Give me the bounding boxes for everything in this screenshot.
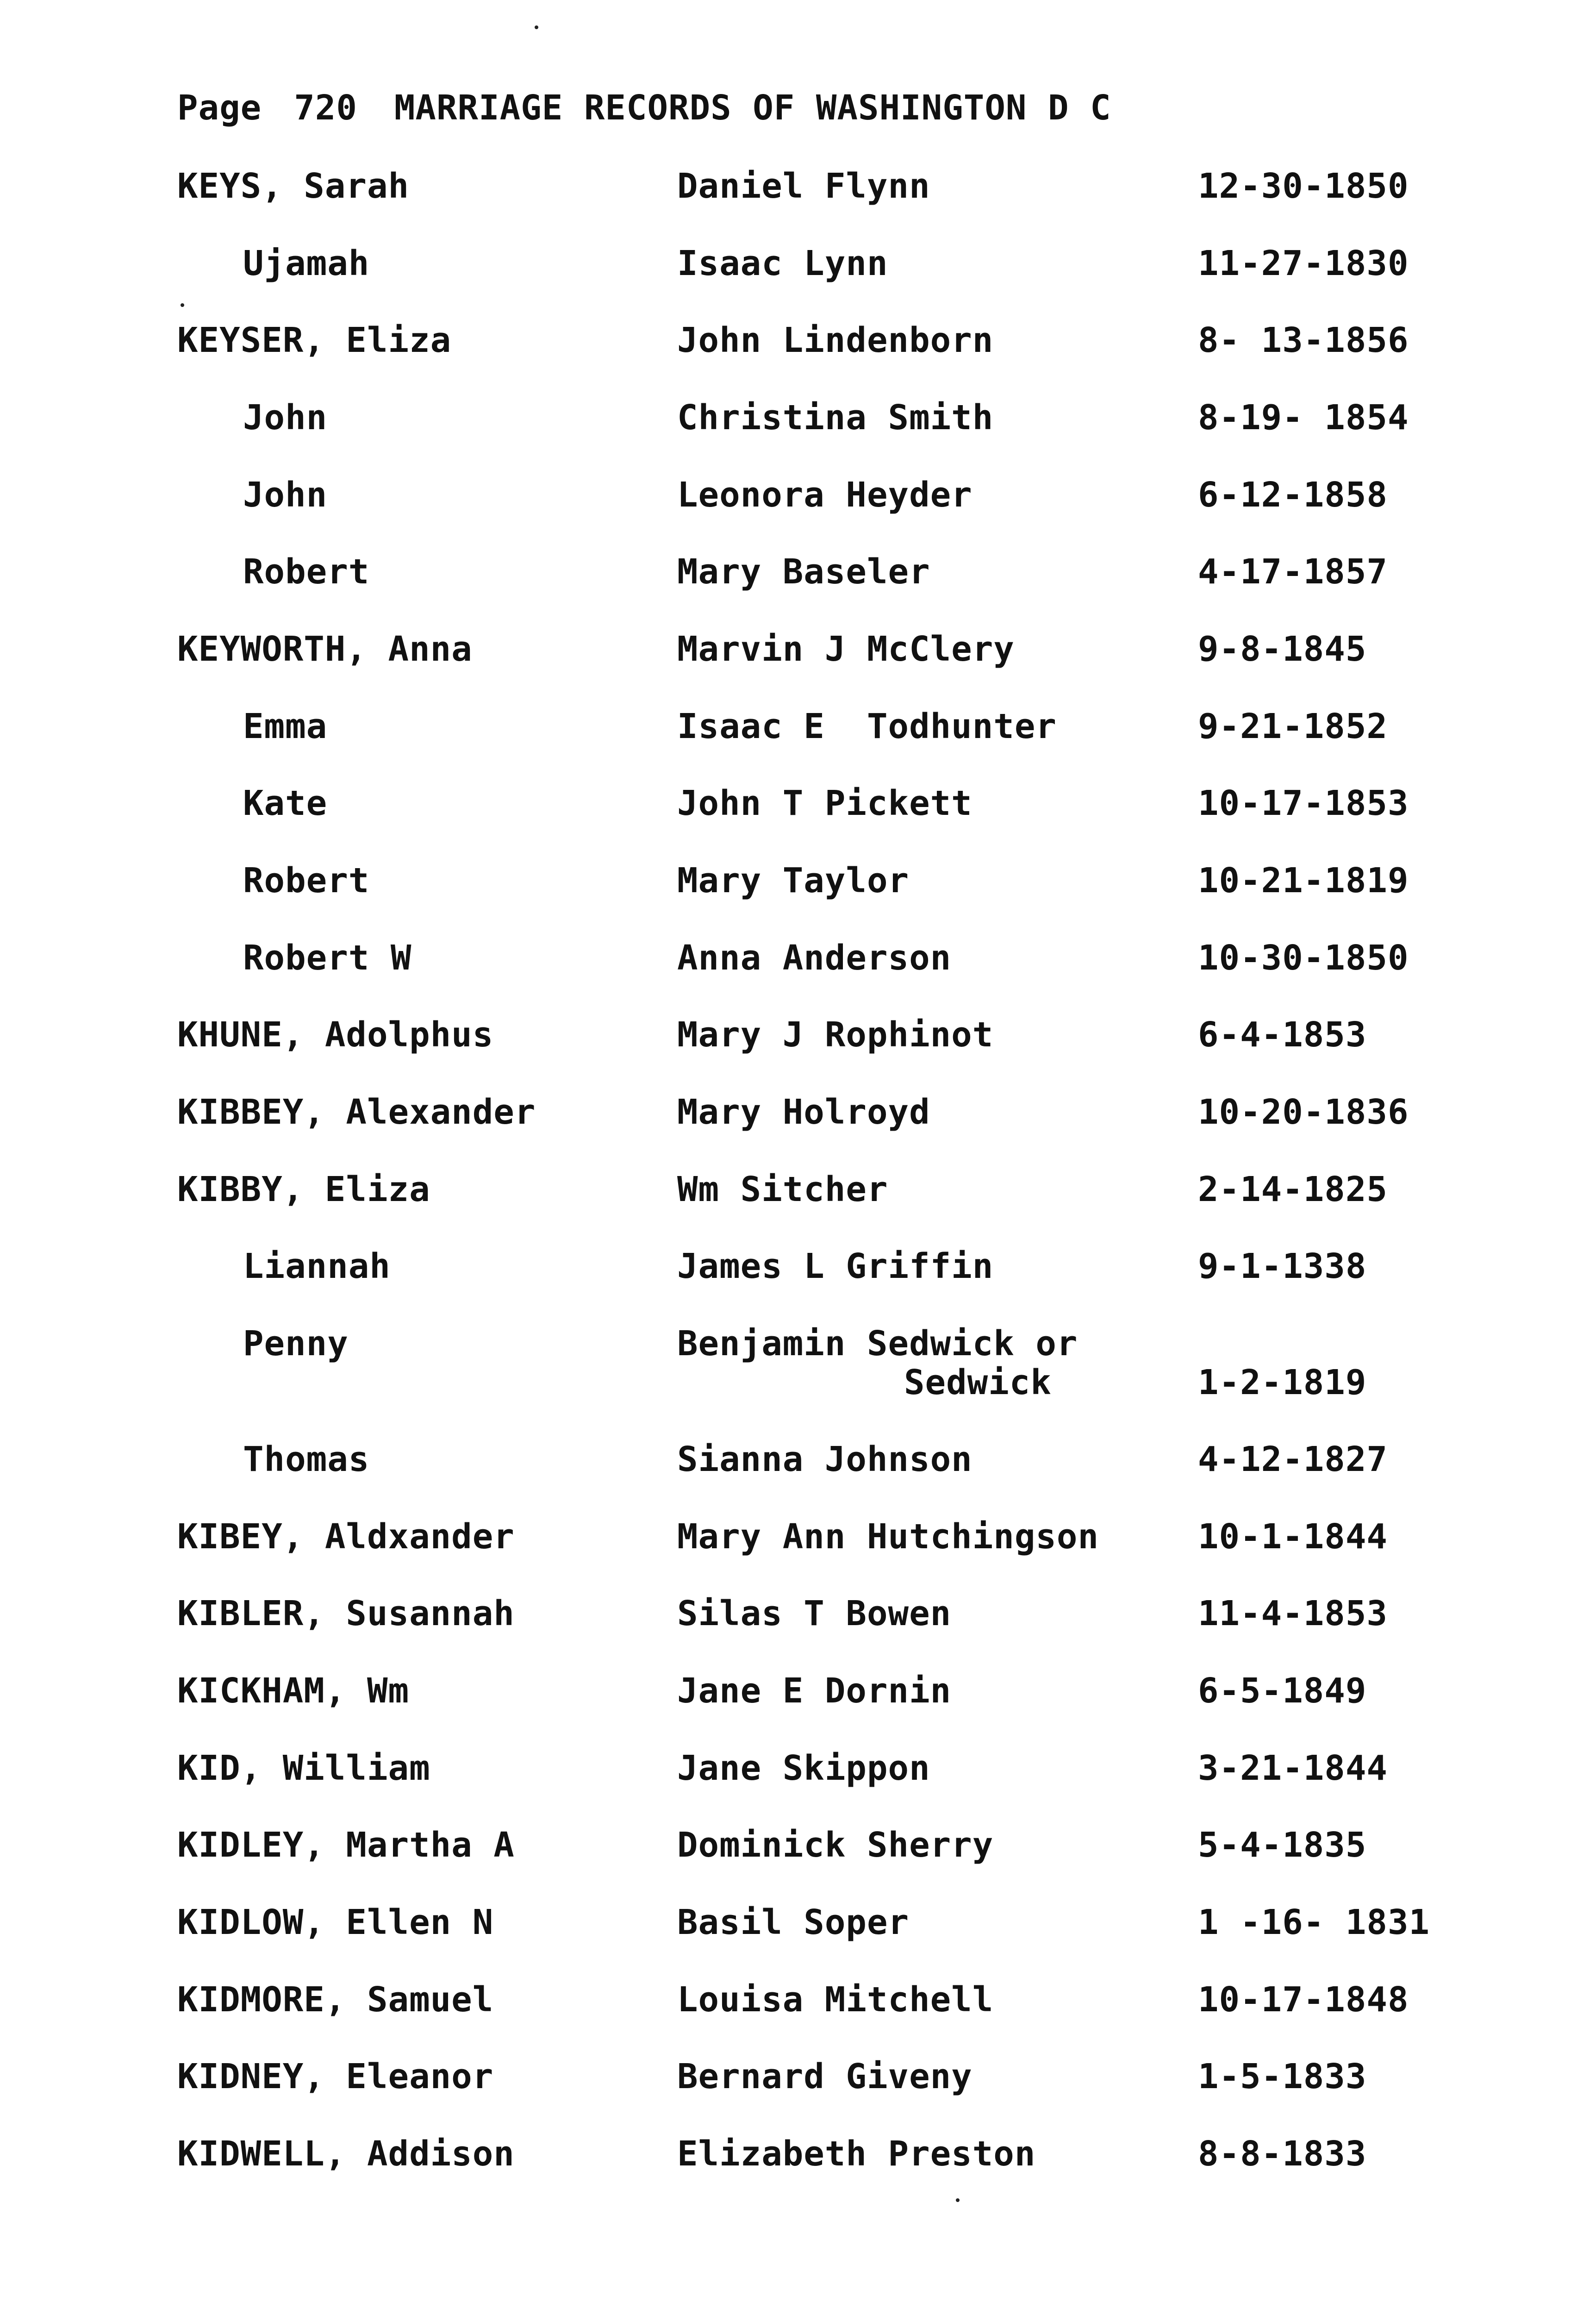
record-row: [0, 1093, 1596, 1158]
record-spouse: [677, 398, 993, 437]
record-row: [0, 861, 1596, 926]
record-spouse: [677, 2057, 973, 2096]
record-date: 8- 13-1856: [1198, 320, 1409, 360]
record-row: [0, 244, 1596, 309]
record-row: [0, 476, 1596, 540]
record-spouse-line: Sianna Johnson: [677, 1439, 973, 1479]
record-row: [0, 398, 1596, 463]
record-name: Robert W: [243, 938, 412, 978]
record-spouse-line: Bernard Giveny: [677, 2057, 973, 2096]
record-date: 3-21-1844: [1198, 1748, 1388, 1788]
record-spouse: [677, 167, 930, 206]
record-name: John: [243, 475, 328, 515]
record-date: 11-4-1853: [1198, 1594, 1388, 1633]
record-name: Emma: [243, 707, 328, 746]
record-spouse: [677, 1671, 951, 1710]
record-date: 6-4-1853: [1198, 1015, 1367, 1055]
record-name: KIDNEY, Eleanor: [177, 2057, 494, 2096]
record-spouse-line: Marvin J McClery: [677, 629, 1015, 669]
record-row: [0, 784, 1596, 849]
record-spouse: [677, 1247, 993, 1286]
record-spouse-line: Mary J Rophinot: [677, 1015, 994, 1055]
record-spouse-line: Mary Ann Hutchingson: [677, 1517, 1099, 1557]
record-spouse-line: Daniel Flynn: [677, 166, 930, 206]
record-row: [0, 707, 1596, 772]
record-date: 1 -16- 1831: [1198, 1902, 1430, 1942]
record-name: Thomas: [243, 1439, 370, 1479]
record-spouse-line: John T Pickett: [677, 783, 973, 823]
record-name: KEYWORTH, Anna: [177, 629, 473, 669]
record-spouse-line: Jane Skippon: [677, 1748, 930, 1788]
record-date: 6-12-1858: [1198, 475, 1388, 515]
record-spouse: [677, 1594, 951, 1633]
record-spouse-line: Mary Taylor: [677, 861, 910, 901]
record-spouse: [677, 707, 1057, 746]
record-date: 11-27-1830: [1198, 244, 1409, 283]
record-date: 4-17-1857: [1198, 552, 1388, 592]
record-spouse-line: Jane E Dornin: [677, 1671, 952, 1711]
record-spouse-line: Mary Baseler: [677, 552, 930, 592]
record-name: KIDLEY, Martha A: [177, 1825, 515, 1865]
record-name: Ujamah: [243, 244, 370, 283]
record-row: [0, 1826, 1596, 1890]
record-row: [0, 1671, 1596, 1736]
record-name: KHUNE, Adolphus: [177, 1015, 494, 1055]
record-date: 8-19- 1854: [1198, 398, 1409, 438]
record-spouse-line: Benjamin Sedwick or: [677, 1324, 1078, 1364]
record-spouse-line: Silas T Bowen: [677, 1594, 952, 1633]
record-row: [0, 1749, 1596, 1814]
record-row: [0, 1980, 1596, 2045]
record-row: [0, 1247, 1596, 1312]
record-spouse-line: Louisa Mitchell: [677, 1980, 994, 2020]
record-date: 10-20-1836: [1198, 1092, 1409, 1132]
record-row: [0, 2134, 1596, 2199]
record-spouse-line: Isaac E Todhunter: [677, 707, 1057, 746]
record-date: 6-5-1849: [1198, 1671, 1367, 1711]
record-date: 12-30-1850: [1198, 166, 1409, 206]
record-name: KEYS, Sarah: [177, 166, 410, 206]
record-spouse-line: James L Griffin: [677, 1246, 994, 1286]
record-date: 4-12-1827: [1198, 1439, 1388, 1479]
record-row: [0, 1170, 1596, 1235]
record-name: John: [243, 398, 328, 438]
record-spouse-line: Anna Anderson: [677, 938, 952, 978]
record-spouse: [677, 321, 993, 360]
record-row: [0, 321, 1596, 386]
record-name: Liannah: [243, 1246, 391, 1286]
record-spouse: [677, 1324, 1078, 1402]
record-spouse: [677, 1093, 930, 1132]
record-spouse-line: Isaac Lynn: [677, 244, 888, 283]
record-spouse: [677, 1749, 930, 1788]
record-spouse: [677, 552, 930, 591]
record-row: [0, 552, 1596, 617]
record-name: Robert: [243, 861, 370, 901]
record-name: KIDMORE, Samuel: [177, 1980, 494, 2020]
record-name: Robert: [243, 552, 370, 592]
record-spouse: [677, 861, 909, 900]
record-spouse: [677, 939, 951, 977]
record-name: KEYSER, Eliza: [177, 320, 452, 360]
record-row: [0, 1015, 1596, 1080]
record-row: [0, 1903, 1596, 1968]
record-spouse-line: John Lindenborn: [677, 320, 994, 360]
record-name: KIBLER, Susannah: [177, 1594, 515, 1633]
record-spouse: [677, 244, 888, 283]
record-spouse: [677, 784, 973, 823]
record-name: Kate: [243, 783, 328, 823]
record-name: KIBBY, Eliza: [177, 1170, 430, 1209]
record-date: 9-21-1852: [1198, 707, 1388, 746]
record-name: KIBEY, Aldxander: [177, 1517, 515, 1557]
record-spouse: [677, 1980, 993, 2019]
record-date: 10-17-1853: [1198, 783, 1409, 823]
record-row: [0, 1594, 1596, 1659]
record-row: [0, 630, 1596, 694]
record-date: 2-14-1825: [1198, 1170, 1388, 1209]
page-label: Page: [177, 88, 262, 128]
page-number: 720: [294, 88, 357, 128]
record-spouse: [677, 2134, 1035, 2173]
record-date: 10-30-1850: [1198, 938, 1409, 978]
record-name: Penny: [243, 1324, 349, 1364]
record-row: [0, 1440, 1596, 1505]
record-name: KID, William: [177, 1748, 430, 1788]
record-name: KIBBEY, Alexander: [177, 1092, 536, 1132]
record-spouse: [677, 1440, 973, 1479]
record-spouse: [677, 630, 1015, 669]
record-date: 8-8-1833: [1198, 2134, 1367, 2174]
record-date: 1-2-1819: [1198, 1363, 1367, 1402]
record-row: [0, 2057, 1596, 2122]
record-row: [0, 939, 1596, 1003]
record-spouse-continuation: Sedwick: [904, 1363, 1052, 1402]
record-date: 10-1-1844: [1198, 1517, 1388, 1557]
record-spouse-line: Elizabeth Preston: [677, 2134, 1036, 2174]
record-name: KIDLOW, Ellen N: [177, 1902, 494, 1942]
record-row: [0, 1517, 1596, 1582]
page-title: MARRIAGE RECORDS OF WASHINGTON D C: [394, 88, 1111, 128]
record-date: 9-8-1845: [1198, 629, 1367, 669]
record-date: 1-5-1833: [1198, 2057, 1367, 2096]
record-spouse: [677, 476, 973, 514]
record-date: 5-4-1835: [1198, 1825, 1367, 1865]
record-date: 10-17-1848: [1198, 1980, 1409, 2020]
record-spouse-line: Christina Smith: [677, 398, 994, 438]
record-spouse-line: Dominick Sherry: [677, 1825, 994, 1865]
record-spouse: [677, 1903, 909, 1942]
record-spouse: [677, 1170, 888, 1209]
record-spouse: [677, 1826, 993, 1865]
record-date: 9-1-1338: [1198, 1246, 1367, 1286]
record-spouse-line: Wm Sitcher: [677, 1170, 888, 1209]
record-spouse-line: Basil Soper: [677, 1902, 910, 1942]
record-row: [0, 1324, 1596, 1402]
record-row: [0, 167, 1596, 232]
record-spouse-line: Mary Holroyd: [677, 1092, 930, 1132]
record-spouse-line: Leonora Heyder: [677, 475, 973, 515]
record-spouse: [677, 1517, 1099, 1556]
record-name: KICKHAM, Wm: [177, 1671, 410, 1711]
record-date: 10-21-1819: [1198, 861, 1409, 901]
record-name: KIDWELL, Addison: [177, 2134, 515, 2174]
record-spouse: [677, 1015, 993, 1054]
